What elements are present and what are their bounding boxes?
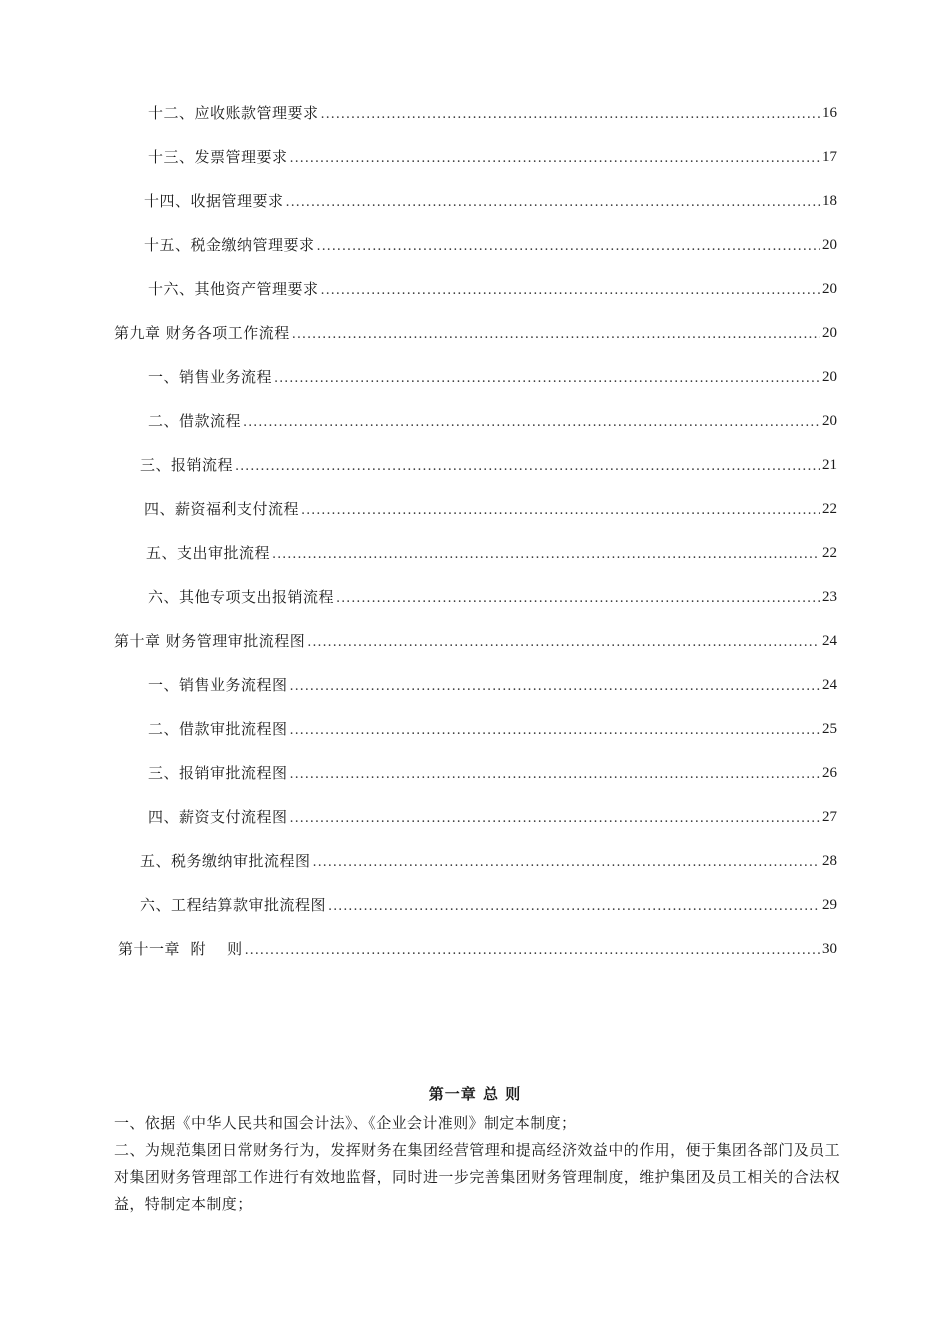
toc-dot-leader <box>321 282 820 300</box>
toc-dot-leader <box>328 898 820 916</box>
toc-entry-label: 六、其他专项支出报销流程 <box>148 588 335 606</box>
toc-entry[interactable] <box>140 454 837 476</box>
toc-dot-leader <box>321 106 820 124</box>
toc-dot-leader <box>290 150 820 168</box>
toc-dot-leader <box>290 722 820 740</box>
toc-page-number: 26 <box>822 765 837 781</box>
toc-entry-label: 第十一章 附 则 <box>118 940 243 958</box>
toc-dot-leader <box>245 942 820 960</box>
toc-dot-leader <box>286 194 820 212</box>
body-paragraph: 一、依据《中华人民共和国会计法》、《企业会计准则》制定本制度； <box>114 1114 577 1132</box>
toc-entry[interactable] <box>148 718 837 740</box>
toc-entry[interactable] <box>148 102 837 124</box>
toc-entry[interactable] <box>140 850 837 872</box>
toc-entry[interactable] <box>148 806 837 828</box>
toc-page-number: 28 <box>822 853 837 869</box>
toc-entry[interactable] <box>148 674 837 696</box>
toc-dot-leader <box>307 634 820 652</box>
toc-page-number: 20 <box>822 237 837 253</box>
toc-dot-leader <box>336 590 820 608</box>
toc-page-number: 29 <box>822 897 837 913</box>
toc-entry-label: 十五、税金缴纳管理要求 <box>144 236 315 254</box>
toc-entry-label: 十六、其他资产管理要求 <box>148 280 319 298</box>
toc-entry[interactable] <box>148 762 837 784</box>
toc-entry[interactable] <box>146 542 837 564</box>
toc-page-number: 30 <box>822 941 837 957</box>
toc-dot-leader <box>290 766 820 784</box>
toc-entry-label: 一、销售业务流程 <box>148 368 273 386</box>
toc-dot-leader <box>292 326 820 344</box>
toc-entry-label: 第九章 财务各项工作流程 <box>114 324 290 342</box>
toc-page-number: 20 <box>822 413 837 429</box>
toc-page-number: 20 <box>822 325 837 341</box>
toc-page-number: 22 <box>822 545 837 561</box>
toc-page-number: 27 <box>822 809 837 825</box>
toc-dot-leader <box>235 458 820 476</box>
toc-chapter-entry[interactable] <box>114 630 837 652</box>
toc-entry-label: 二、借款流程 <box>148 412 242 430</box>
toc-page-number: 18 <box>822 193 837 209</box>
toc-entry-label: 十四、收据管理要求 <box>144 192 284 210</box>
toc-entry-label: 三、报销审批流程图 <box>148 764 288 782</box>
toc-entry[interactable] <box>140 894 837 916</box>
toc-page-number: 20 <box>822 369 837 385</box>
toc-entry-label: 一、销售业务流程图 <box>148 676 288 694</box>
toc-entry-label: 五、支出审批流程 <box>146 544 271 562</box>
toc-entry[interactable] <box>148 410 837 432</box>
toc-entry-label: 五、税务缴纳审批流程图 <box>140 852 311 870</box>
toc-page-number: 20 <box>822 281 837 297</box>
toc-page-number: 23 <box>822 589 837 605</box>
toc-page-number: 21 <box>822 457 837 473</box>
toc-entry[interactable] <box>144 498 837 520</box>
toc-dot-leader <box>290 810 820 828</box>
toc-entry[interactable] <box>148 366 837 388</box>
body-paragraph: 二、为规范集团日常财务行为，发挥财务在集团经营管理和提高经济效益中的作用，便于集团各部门及员工对集团财务管理部工作进行有效地监督，同时进一步完善集团财务管理制度，维护集团及员工相关的合法权益，特制定本制度； <box>114 1141 840 1213</box>
toc-chapter-entry[interactable] <box>118 938 837 960</box>
toc-page-number: 17 <box>822 149 837 165</box>
toc-entry[interactable] <box>144 190 837 212</box>
toc-dot-leader <box>317 238 820 256</box>
toc-entry[interactable] <box>148 586 837 608</box>
toc-page-number: 24 <box>822 677 837 693</box>
toc-dot-leader <box>243 414 820 432</box>
toc-chapter-entry[interactable] <box>114 322 837 344</box>
toc-entry-label: 二、借款审批流程图 <box>148 720 288 738</box>
toc-dot-leader <box>313 854 820 872</box>
toc-entry[interactable] <box>148 146 837 168</box>
chapter-heading: 第一章 总 则 <box>428 1085 522 1103</box>
toc-entry-label: 十三、发票管理要求 <box>148 148 288 166</box>
toc-page-number: 24 <box>822 633 837 649</box>
toc-dot-leader <box>290 678 820 696</box>
toc-entry-label: 四、薪资福利支付流程 <box>144 500 300 518</box>
toc-page-number: 25 <box>822 721 837 737</box>
toc-page-number: 22 <box>822 501 837 517</box>
toc-dot-leader <box>301 502 820 520</box>
toc-dot-leader <box>272 546 820 564</box>
toc-page-number: 16 <box>822 105 837 121</box>
toc-entry-label: 四、薪资支付流程图 <box>148 808 288 826</box>
toc-entry-label: 十二、应收账款管理要求 <box>148 104 319 122</box>
toc-entry-label: 第十章 财务管理审批流程图 <box>114 632 306 650</box>
toc-dot-leader <box>274 370 820 388</box>
toc-entry[interactable] <box>148 278 837 300</box>
toc-entry-label: 三、报销流程 <box>140 456 234 474</box>
toc-entry-label: 六、工程结算款审批流程图 <box>140 896 327 914</box>
toc-entry[interactable] <box>144 234 837 256</box>
